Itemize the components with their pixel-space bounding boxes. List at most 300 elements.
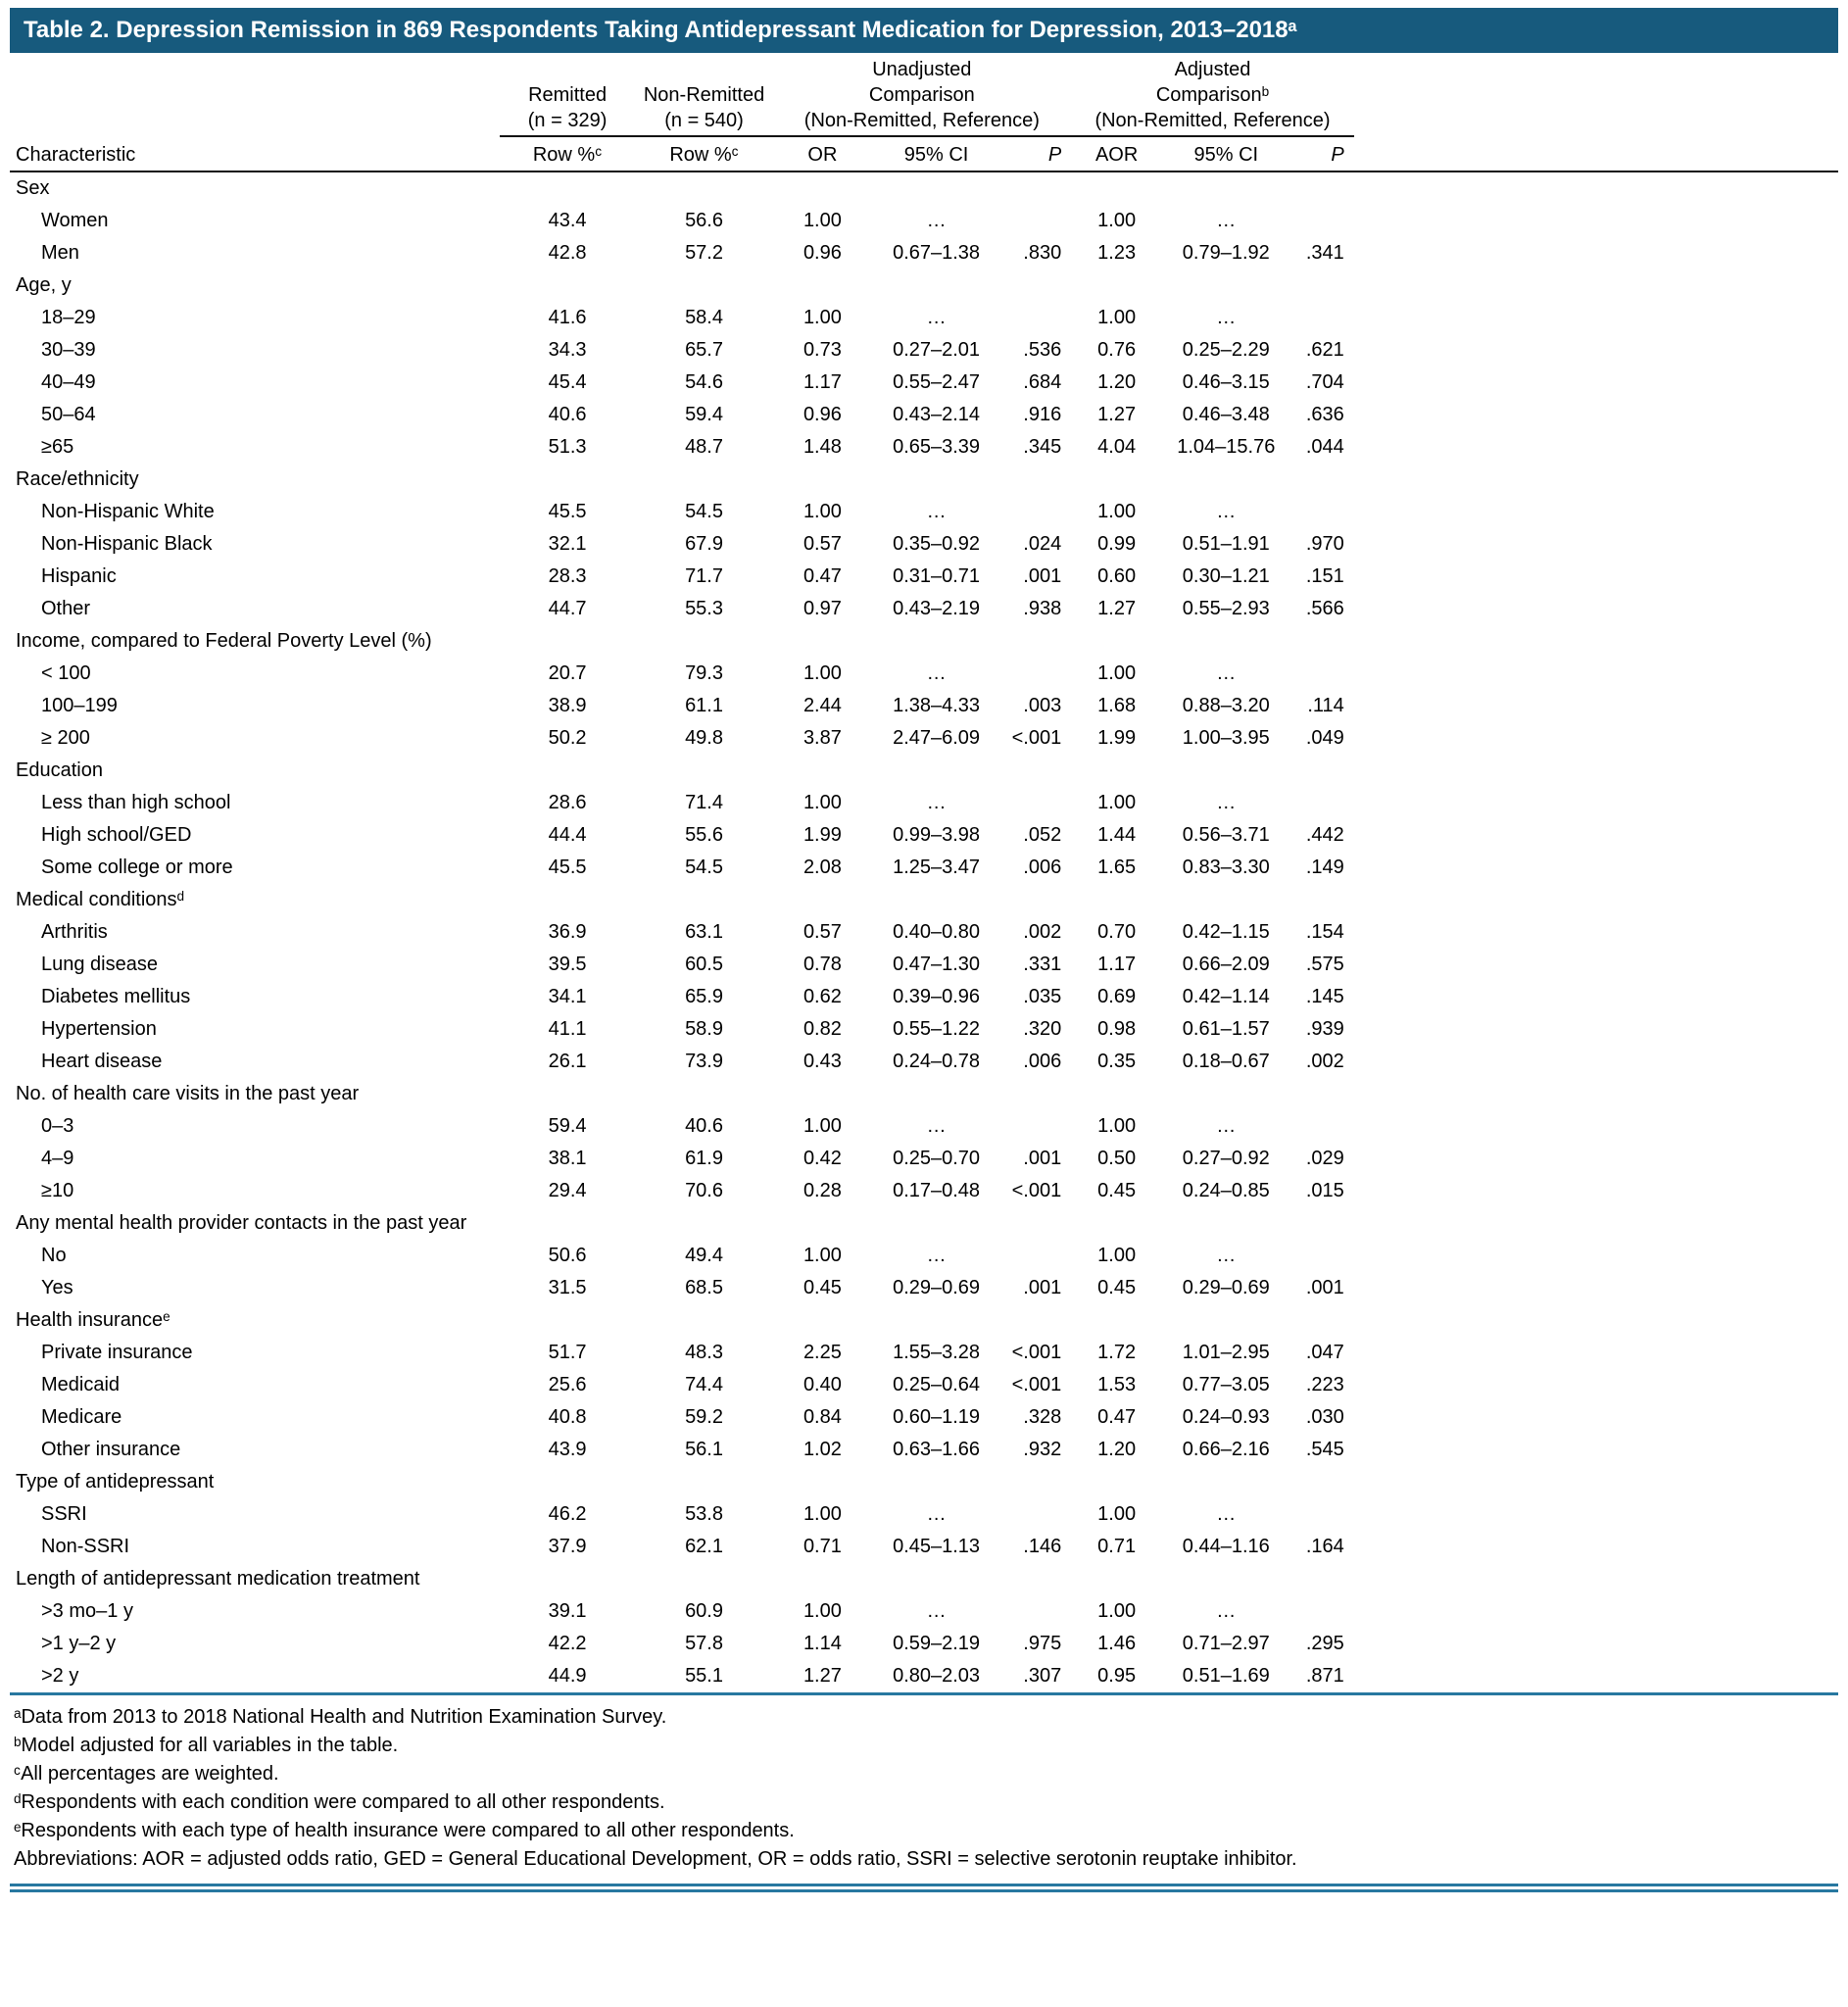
unadjusted-ci-value: 0.39–0.96 bbox=[893, 986, 981, 1007]
unadjusted-p-value: .052 bbox=[1023, 824, 1062, 846]
adjusted-p-value: .049 bbox=[1305, 727, 1344, 749]
spacer-cell bbox=[1354, 1434, 1838, 1466]
non-remitted-pct: 53.8 bbox=[685, 1503, 723, 1525]
aor-value: 1.00 bbox=[1097, 1503, 1137, 1525]
non-remitted-group-header bbox=[636, 57, 773, 136]
unadjusted-ci-value: 0.65–3.39 bbox=[893, 436, 981, 458]
adjusted-ci-value: 0.46–3.48 bbox=[1182, 404, 1270, 425]
aor-value: 1.23 bbox=[1097, 242, 1137, 264]
adjusted-ci-value: 0.42–1.14 bbox=[1182, 986, 1270, 1007]
aor-value: 0.69 bbox=[1097, 986, 1137, 1007]
or-value: 0.73 bbox=[802, 339, 842, 361]
spacer-cell bbox=[1354, 496, 1838, 528]
unadjusted-p-value: .345 bbox=[1023, 436, 1062, 458]
row-label: 0–3 bbox=[41, 1115, 74, 1137]
data-table bbox=[10, 57, 1838, 1695]
table-row bbox=[10, 1110, 1838, 1143]
remitted-pct: 37.9 bbox=[548, 1536, 587, 1557]
unadjusted-p-value: .146 bbox=[1023, 1536, 1062, 1557]
right-spacer bbox=[1354, 57, 1838, 136]
remitted-pct: 44.7 bbox=[548, 598, 587, 619]
table-row bbox=[10, 1175, 1838, 1207]
adjusted-ci-value: 0.29–0.69 bbox=[1182, 1277, 1270, 1298]
table-row bbox=[10, 1240, 1838, 1272]
unadjusted-ci-value: … bbox=[926, 1115, 947, 1137]
spacer-cell bbox=[1354, 852, 1838, 884]
spacer-cell bbox=[1354, 528, 1838, 561]
remitted-pct: 41.1 bbox=[548, 1018, 587, 1040]
or-value: 0.28 bbox=[802, 1180, 842, 1201]
or-value: 2.25 bbox=[802, 1342, 842, 1363]
non-remitted-pct: 58.9 bbox=[685, 1018, 723, 1040]
row-label: >1 y–2 y bbox=[41, 1633, 117, 1654]
row-label: Lung disease bbox=[41, 954, 158, 975]
non-remitted-pct: 59.2 bbox=[685, 1406, 723, 1428]
remitted-pct: 28.3 bbox=[548, 565, 587, 587]
table-row bbox=[10, 1434, 1838, 1466]
section-row bbox=[10, 1466, 1838, 1498]
adjusted-ci-value: 0.30–1.21 bbox=[1182, 565, 1270, 587]
adjusted-p-value bbox=[1290, 302, 1354, 334]
unadjusted-line1: Unadjusted bbox=[872, 59, 972, 80]
section-label: Length of antidepressant medication treatment bbox=[16, 1568, 420, 1590]
adjusted-p-value: .442 bbox=[1305, 824, 1344, 846]
table-row bbox=[10, 1401, 1838, 1434]
footnote: ᵉRespondents with each type of health insurance were compared to all other respondents. bbox=[14, 1820, 795, 1841]
section-label: Type of antidepressant bbox=[16, 1471, 215, 1493]
remitted-pct: 28.6 bbox=[548, 792, 587, 813]
row-label: >2 y bbox=[41, 1665, 79, 1687]
adjusted-p-value: .704 bbox=[1305, 371, 1344, 393]
aor-value: 0.76 bbox=[1097, 339, 1137, 361]
table-row bbox=[10, 1337, 1838, 1369]
non-remitted-pct: 65.9 bbox=[685, 986, 723, 1007]
section-label: No. of health care visits in the past year bbox=[16, 1083, 360, 1104]
remitted-pct: 46.2 bbox=[548, 1503, 587, 1525]
table-row bbox=[10, 819, 1838, 852]
aor-value: 1.46 bbox=[1097, 1633, 1137, 1654]
section-row bbox=[10, 1563, 1838, 1595]
unadjusted-ci-value: 2.47–6.09 bbox=[893, 727, 981, 749]
unadjusted-ci-value: … bbox=[926, 1600, 947, 1622]
section-label: Health insuranceᵉ bbox=[16, 1309, 170, 1331]
unadjusted-ci-value: 0.35–0.92 bbox=[893, 533, 981, 555]
spacer-cell bbox=[1354, 1498, 1838, 1531]
section-label: Income, compared to Federal Poverty Level (%) bbox=[16, 630, 432, 652]
or-value: 1.14 bbox=[802, 1633, 842, 1654]
or-value: 1.48 bbox=[802, 436, 842, 458]
characteristic-spacer bbox=[10, 57, 500, 136]
aor-value: 0.60 bbox=[1097, 565, 1137, 587]
adjusted-ci-value: 1.00–3.95 bbox=[1182, 727, 1270, 749]
table-row bbox=[10, 981, 1838, 1013]
adjusted-ci-value: … bbox=[1216, 1503, 1237, 1525]
unadjusted-ci-value: 0.43–2.19 bbox=[893, 598, 981, 619]
remitted-n: (n = 329) bbox=[527, 110, 608, 131]
unadjusted-p-value bbox=[1000, 658, 1071, 690]
row-label: Some college or more bbox=[41, 857, 233, 878]
footnotes bbox=[10, 1703, 1838, 1874]
unadjusted-ci-value: 1.25–3.47 bbox=[893, 857, 981, 878]
table-row bbox=[10, 1595, 1838, 1628]
remitted-pct: 26.1 bbox=[548, 1051, 587, 1072]
unadjusted-ci-value: 0.59–2.19 bbox=[893, 1633, 981, 1654]
non-remitted-pct: 79.3 bbox=[685, 662, 723, 684]
adjusted-p-value: .149 bbox=[1305, 857, 1344, 878]
unadjusted-ci-header: 95% CI bbox=[872, 136, 999, 171]
remitted-pct: 44.4 bbox=[548, 824, 587, 846]
table-row bbox=[10, 1369, 1838, 1401]
remitted-pct: 41.6 bbox=[548, 307, 587, 328]
section-row bbox=[10, 269, 1838, 302]
unadjusted-ci-value: 0.25–0.70 bbox=[893, 1148, 981, 1169]
remitted-group-header bbox=[500, 57, 636, 136]
spacer-cell bbox=[1354, 1337, 1838, 1369]
adjusted-p-value: .002 bbox=[1305, 1051, 1344, 1072]
table-row bbox=[10, 496, 1838, 528]
row-label: Hypertension bbox=[41, 1018, 157, 1040]
unadjusted-ci-value: 0.99–3.98 bbox=[893, 824, 981, 846]
spacer-cell bbox=[1354, 949, 1838, 981]
adjusted-ci-value: … bbox=[1216, 662, 1237, 684]
row-label: Men bbox=[41, 242, 79, 264]
or-value: 0.57 bbox=[802, 921, 842, 943]
remitted-pct: 45.5 bbox=[548, 857, 587, 878]
non-remitted-pct: 61.1 bbox=[685, 695, 723, 716]
remitted-pct: 39.1 bbox=[548, 1600, 587, 1622]
non-remitted-pct: 48.3 bbox=[685, 1342, 723, 1363]
row-label: ≥ 200 bbox=[41, 727, 90, 749]
adjusted-p-value: .164 bbox=[1305, 1536, 1344, 1557]
adjusted-line1: Adjusted bbox=[1174, 59, 1251, 80]
adjusted-ci-value: 0.79–1.92 bbox=[1182, 242, 1270, 264]
unadjusted-ci-value: 1.38–4.33 bbox=[893, 695, 981, 716]
or-value: 1.00 bbox=[802, 1245, 842, 1266]
non-remitted-n: (n = 540) bbox=[664, 110, 744, 131]
spacer-cell bbox=[1354, 367, 1838, 399]
adjusted-p-value: .970 bbox=[1305, 533, 1344, 555]
unadjusted-p-value: .328 bbox=[1023, 1406, 1062, 1428]
table-row bbox=[10, 237, 1838, 269]
aor-value: 1.68 bbox=[1097, 695, 1137, 716]
section-row bbox=[10, 884, 1838, 916]
aor-value: 1.00 bbox=[1097, 1600, 1137, 1622]
remitted-pct: 43.4 bbox=[548, 210, 587, 231]
adjusted-ci-value: 0.56–3.71 bbox=[1182, 824, 1270, 846]
adjusted-ci-value: 0.83–3.30 bbox=[1182, 857, 1270, 878]
or-value: 0.71 bbox=[802, 1536, 842, 1557]
table-row bbox=[10, 1660, 1838, 1694]
row-label: 40–49 bbox=[41, 371, 96, 393]
footnote: Abbreviations: AOR = adjusted odds ratio, GED = General Educational Development, OR = odds ratio, SSRI = selective serotonin reuptake inhibitor. bbox=[14, 1848, 1297, 1870]
non-remitted-pct: 68.5 bbox=[685, 1277, 723, 1298]
unadjusted-p-value: .536 bbox=[1023, 339, 1062, 361]
unadjusted-p-value: .006 bbox=[1023, 1051, 1062, 1072]
or-value: 0.57 bbox=[802, 533, 842, 555]
non-remitted-pct: 60.5 bbox=[685, 954, 723, 975]
unadjusted-p-value: .001 bbox=[1023, 1148, 1062, 1169]
spacer-cell bbox=[1354, 399, 1838, 431]
row-label: Medicare bbox=[41, 1406, 122, 1428]
adjusted-p-value: .871 bbox=[1305, 1665, 1344, 1687]
column-header-row bbox=[10, 136, 1838, 171]
non-remitted-pct: 55.1 bbox=[685, 1665, 723, 1687]
non-remitted-pct: 49.8 bbox=[685, 727, 723, 749]
unadjusted-p-value: .003 bbox=[1023, 695, 1062, 716]
unadjusted-p-value: .331 bbox=[1023, 954, 1062, 975]
section-row bbox=[10, 464, 1838, 496]
table-row bbox=[10, 528, 1838, 561]
row-label: Hispanic bbox=[41, 565, 117, 587]
table-row bbox=[10, 431, 1838, 464]
table-row bbox=[10, 1013, 1838, 1046]
unadjusted-ci-value: 0.31–0.71 bbox=[893, 565, 981, 587]
adjusted-ci-value: 0.46–3.15 bbox=[1182, 371, 1270, 393]
adjusted-line2: Comparisonᵇ bbox=[1155, 84, 1270, 106]
adjusted-p-value: .295 bbox=[1305, 1633, 1344, 1654]
unadjusted-p-value: .307 bbox=[1023, 1665, 1062, 1687]
or-value: 0.43 bbox=[802, 1051, 842, 1072]
unadjusted-ci-value: … bbox=[926, 501, 947, 522]
spacer-cell bbox=[1354, 916, 1838, 949]
adjusted-p-value: .621 bbox=[1305, 339, 1344, 361]
table-row bbox=[10, 787, 1838, 819]
unadjusted-ci-value: … bbox=[926, 662, 947, 684]
aor-header: AOR bbox=[1071, 136, 1162, 171]
unadjusted-p-value: .002 bbox=[1023, 921, 1062, 943]
or-value: 1.00 bbox=[802, 1503, 842, 1525]
unadjusted-line2: Comparison bbox=[868, 84, 975, 106]
adjusted-ci-value: 0.71–2.97 bbox=[1182, 1633, 1270, 1654]
unadjusted-p-value: <.001 bbox=[1011, 1180, 1062, 1201]
footnote: ᵃData from 2013 to 2018 National Health and Nutrition Examination Survey. bbox=[14, 1706, 667, 1728]
table-row bbox=[10, 205, 1838, 237]
adjusted-p-value bbox=[1290, 1595, 1354, 1628]
adjusted-ci-value: 0.77–3.05 bbox=[1182, 1374, 1270, 1395]
spacer-cell bbox=[1354, 1272, 1838, 1304]
remitted-pct: 40.6 bbox=[548, 404, 587, 425]
non-remitted-pct: 55.3 bbox=[685, 598, 723, 619]
spacer-cell bbox=[1354, 1595, 1838, 1628]
non-remitted-pct: 48.7 bbox=[685, 436, 723, 458]
non-remitted-pct: 71.4 bbox=[685, 792, 723, 813]
spacer-cell bbox=[1354, 658, 1838, 690]
row-label: 30–39 bbox=[41, 339, 96, 361]
row-label: 18–29 bbox=[41, 307, 96, 328]
remitted-pct: 51.3 bbox=[548, 436, 587, 458]
adjusted-ci-value: 0.88–3.20 bbox=[1182, 695, 1270, 716]
adjusted-p-value bbox=[1290, 1498, 1354, 1531]
adjusted-ci-value: 0.66–2.09 bbox=[1182, 954, 1270, 975]
or-value: 1.00 bbox=[802, 307, 842, 328]
adjusted-p-value bbox=[1290, 1240, 1354, 1272]
table-row bbox=[10, 399, 1838, 431]
spacer-cell bbox=[1354, 1046, 1838, 1078]
aor-value: 0.35 bbox=[1097, 1051, 1137, 1072]
aor-value: 0.95 bbox=[1097, 1665, 1137, 1687]
unadjusted-p-value bbox=[1000, 1595, 1071, 1628]
spacer-cell bbox=[1354, 561, 1838, 593]
aor-value: 0.70 bbox=[1097, 921, 1137, 943]
adjusted-ci-value: 0.25–2.29 bbox=[1182, 339, 1270, 361]
spacer-cell bbox=[1354, 981, 1838, 1013]
spacer-cell bbox=[1354, 205, 1838, 237]
remitted-pct: 38.9 bbox=[548, 695, 587, 716]
non-remitted-pct: 56.6 bbox=[685, 210, 723, 231]
non-remitted-pct: 58.4 bbox=[685, 307, 723, 328]
unadjusted-ci-value: … bbox=[926, 792, 947, 813]
group-header-row bbox=[10, 57, 1838, 136]
or-value: 1.17 bbox=[802, 371, 842, 393]
or-value: 3.87 bbox=[802, 727, 842, 749]
unadjusted-p-value: .932 bbox=[1023, 1439, 1062, 1460]
adjusted-p-value: .223 bbox=[1305, 1374, 1344, 1395]
aor-value: 1.99 bbox=[1097, 727, 1137, 749]
section-label: Race/ethnicity bbox=[16, 468, 139, 490]
unadjusted-p-value: .320 bbox=[1023, 1018, 1062, 1040]
table-row bbox=[10, 561, 1838, 593]
aor-value: 1.20 bbox=[1097, 371, 1137, 393]
adjusted-p-value: .566 bbox=[1305, 598, 1344, 619]
or-value: 0.42 bbox=[802, 1148, 842, 1169]
adjusted-p-value bbox=[1290, 787, 1354, 819]
or-value: 0.62 bbox=[802, 986, 842, 1007]
remitted-pct: 50.2 bbox=[548, 727, 587, 749]
adjusted-p-value: .341 bbox=[1305, 242, 1344, 264]
unadjusted-p-value: .916 bbox=[1023, 404, 1062, 425]
aor-value: 1.17 bbox=[1097, 954, 1137, 975]
adjusted-p-value: .030 bbox=[1305, 1406, 1344, 1428]
spacer-cell bbox=[1354, 1143, 1838, 1175]
spacer-cell bbox=[1354, 1628, 1838, 1660]
aor-value: 1.00 bbox=[1097, 501, 1137, 522]
remitted-pct: 44.9 bbox=[548, 1665, 587, 1687]
row-label: High school/GED bbox=[41, 824, 192, 846]
unadjusted-p-value: <.001 bbox=[1011, 727, 1062, 749]
unadjusted-ci-value: … bbox=[926, 1245, 947, 1266]
spacer-cell bbox=[1354, 593, 1838, 625]
or-value: 0.45 bbox=[802, 1277, 842, 1298]
non-remitted-pct: 67.9 bbox=[685, 533, 723, 555]
footnote: ᵇModel adjusted for all variables in the table. bbox=[14, 1735, 399, 1756]
unadjusted-ci-value: 0.43–2.14 bbox=[893, 404, 981, 425]
adjusted-ci-value: … bbox=[1216, 1115, 1237, 1137]
non-remitted-pct: 54.5 bbox=[685, 501, 723, 522]
remitted-pct: 34.1 bbox=[548, 986, 587, 1007]
unadjusted-p-header: P bbox=[1000, 136, 1071, 171]
or-value: 0.84 bbox=[802, 1406, 842, 1428]
table-row bbox=[10, 949, 1838, 981]
section-label: Education bbox=[16, 759, 103, 781]
unadjusted-ci-value: 0.67–1.38 bbox=[893, 242, 981, 264]
table-row bbox=[10, 1628, 1838, 1660]
unadjusted-ci-value: … bbox=[926, 1503, 947, 1525]
unadjusted-p-value: .938 bbox=[1023, 598, 1062, 619]
remitted-pct: 40.8 bbox=[548, 1406, 587, 1428]
aor-value: 0.98 bbox=[1097, 1018, 1137, 1040]
adjusted-ci-header: 95% CI bbox=[1162, 136, 1290, 171]
remitted-pct: 42.2 bbox=[548, 1633, 587, 1654]
non-remitted-rowpct-header: Row %ᶜ bbox=[636, 136, 773, 171]
spacer-cell bbox=[1354, 1013, 1838, 1046]
adjusted-ci-value: 0.66–2.16 bbox=[1182, 1439, 1270, 1460]
row-label: No bbox=[41, 1245, 67, 1266]
non-remitted-pct: 74.4 bbox=[685, 1374, 723, 1395]
or-value: 0.97 bbox=[802, 598, 842, 619]
table-row bbox=[10, 1046, 1838, 1078]
adjusted-ci-value: 1.01–2.95 bbox=[1182, 1342, 1270, 1363]
or-value: 0.40 bbox=[802, 1374, 842, 1395]
remitted-rowpct-header: Row %ᶜ bbox=[500, 136, 636, 171]
unadjusted-ci-value: 0.63–1.66 bbox=[893, 1439, 981, 1460]
unadjusted-p-value: .006 bbox=[1023, 857, 1062, 878]
aor-value: 1.00 bbox=[1097, 307, 1137, 328]
aor-value: 1.27 bbox=[1097, 404, 1137, 425]
non-remitted-pct: 54.6 bbox=[685, 371, 723, 393]
or-value: 0.78 bbox=[802, 954, 842, 975]
unadjusted-p-value bbox=[1000, 205, 1071, 237]
spacer-cell bbox=[1354, 1401, 1838, 1434]
adjusted-ci-value: 0.44–1.16 bbox=[1182, 1536, 1270, 1557]
or-value: 1.00 bbox=[802, 1600, 842, 1622]
section-label: Medical conditionsᵈ bbox=[16, 889, 185, 910]
non-remitted-pct: 54.5 bbox=[685, 857, 723, 878]
unadjusted-ci-value: 0.55–1.22 bbox=[893, 1018, 981, 1040]
adjusted-p-value: .145 bbox=[1305, 986, 1344, 1007]
section-row bbox=[10, 1304, 1838, 1337]
unadjusted-ci-value: 0.24–0.78 bbox=[893, 1051, 981, 1072]
or-value: 0.82 bbox=[802, 1018, 842, 1040]
spacer-cell bbox=[1354, 334, 1838, 367]
spacer-cell bbox=[1354, 431, 1838, 464]
or-value: 1.02 bbox=[802, 1439, 842, 1460]
or-value: 2.08 bbox=[802, 857, 842, 878]
spacer-cell bbox=[1354, 787, 1838, 819]
unadjusted-p-value: .001 bbox=[1023, 1277, 1062, 1298]
unadjusted-ci-value: 0.17–0.48 bbox=[893, 1180, 981, 1201]
row-label: Private insurance bbox=[41, 1342, 193, 1363]
table-row bbox=[10, 1531, 1838, 1563]
spacer-cell bbox=[1354, 1660, 1838, 1694]
remitted-pct: 39.5 bbox=[548, 954, 587, 975]
unadjusted-ci-value: 0.27–2.01 bbox=[893, 339, 981, 361]
unadjusted-p-value: .975 bbox=[1023, 1633, 1062, 1654]
remitted-pct: 45.5 bbox=[548, 501, 587, 522]
adjusted-ci-value: … bbox=[1216, 501, 1237, 522]
adjusted-p-value: .044 bbox=[1305, 436, 1344, 458]
unadjusted-ci-value: … bbox=[926, 210, 947, 231]
table-row bbox=[10, 593, 1838, 625]
table-row bbox=[10, 852, 1838, 884]
adjusted-p-value: .015 bbox=[1305, 1180, 1344, 1201]
adjusted-line3: (Non-Remitted, Reference) bbox=[1094, 110, 1331, 131]
or-value: 1.99 bbox=[802, 824, 842, 846]
remitted-pct: 51.7 bbox=[548, 1342, 587, 1363]
adjusted-ci-value: 1.04–15.76 bbox=[1177, 436, 1276, 458]
non-remitted-pct: 57.2 bbox=[685, 242, 723, 264]
adjusted-ci-value: 0.51–1.69 bbox=[1182, 1665, 1270, 1687]
section-row bbox=[10, 1078, 1838, 1110]
adjusted-p-value bbox=[1290, 658, 1354, 690]
unadjusted-ci-value: 0.60–1.19 bbox=[893, 1406, 981, 1428]
row-label: Other bbox=[41, 598, 91, 619]
adjusted-p-value: .114 bbox=[1307, 695, 1344, 716]
adjusted-p-value: .151 bbox=[1305, 565, 1344, 587]
non-remitted-pct: 49.4 bbox=[685, 1245, 723, 1266]
unadjusted-ci-value: 1.55–3.28 bbox=[893, 1342, 981, 1363]
or-header: OR bbox=[772, 136, 872, 171]
aor-value: 1.20 bbox=[1097, 1439, 1137, 1460]
